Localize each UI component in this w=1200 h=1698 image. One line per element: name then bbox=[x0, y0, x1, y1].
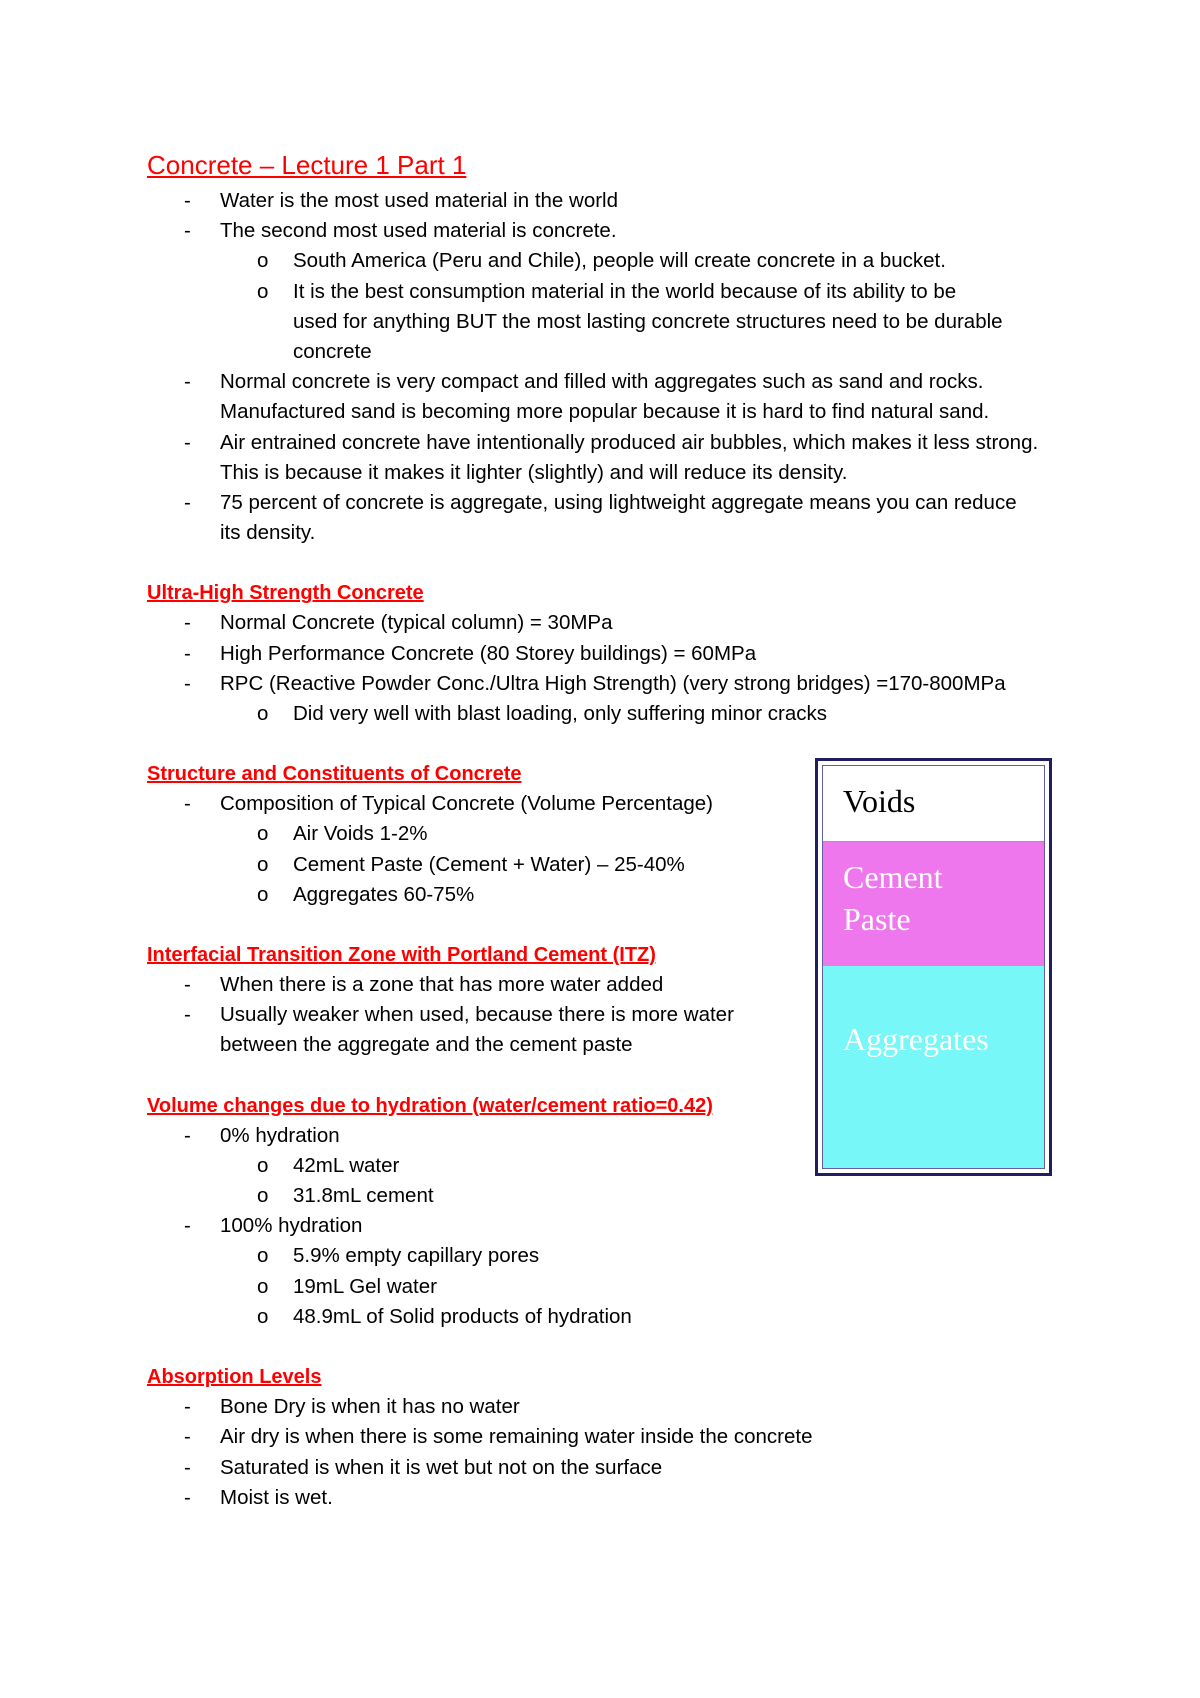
sub-list-item: o Aggregates 60-75% bbox=[220, 880, 1087, 910]
section-heading-volume: Volume changes due to hydration (water/cement ratio=0.42) bbox=[147, 1094, 713, 1117]
document-title: Concrete – Lecture 1 Part 1 bbox=[147, 150, 467, 180]
sub-list-item: o Cement Paste (Cement + Water) – 25-40% bbox=[220, 850, 1087, 880]
list-item-text: Composition of Typical Concrete (Volume Percentage) bbox=[220, 792, 714, 816]
list-item bbox=[147, 1211, 1087, 1332]
list-item: - Water is the most used material in the world bbox=[147, 186, 1087, 216]
aggregates-segment bbox=[823, 966, 1044, 1168]
list-item: - Usually weaker when used, because there is more water between the aggregate and the cement paste bbox=[147, 1000, 790, 1060]
list-item-text: 0% hydration bbox=[220, 1123, 340, 1147]
list-item bbox=[147, 216, 1087, 367]
list-item-text: The second most used material is concrete. bbox=[220, 219, 617, 243]
intro-list bbox=[147, 186, 1087, 548]
list-item-text: 100% hydration bbox=[220, 1214, 363, 1238]
sub-list bbox=[220, 1241, 1087, 1332]
sub-list-item: o 31.8mL cement bbox=[220, 1181, 1087, 1211]
absorption-list bbox=[147, 1392, 1087, 1513]
sub-list-item: o 48.9mL of Solid products of hydration bbox=[220, 1302, 1087, 1332]
list-item: - Bone Dry is when it has no water bbox=[147, 1392, 1087, 1422]
aggregates-label: Aggregates bbox=[843, 1021, 989, 1057]
sub-list-item: o Air Voids 1-2% bbox=[220, 819, 1087, 849]
section-heading-absorption: Absorption Levels bbox=[147, 1366, 322, 1389]
section-heading-uhsc: Ultra-High Strength Concrete bbox=[147, 582, 424, 605]
list-item: - Moist is wet. bbox=[147, 1483, 1087, 1513]
concrete-composition-diagram bbox=[815, 758, 1052, 1176]
sub-list-item: o Did very well with blast loading, only suffering minor cracks bbox=[220, 699, 1087, 729]
sub-list-item: o 42mL water bbox=[220, 1151, 1087, 1181]
list-item-text: RPC (Reactive Powder Conc./Ultra High Strength) (very strong bridges) =170-800MPa bbox=[220, 671, 1006, 695]
cement-paste-segment bbox=[823, 842, 1044, 966]
sub-list-item: o 5.9% empty capillary pores bbox=[220, 1241, 1087, 1271]
uhsc-list bbox=[147, 608, 1087, 729]
sub-list-item: o It is the best consumption material in the world because of its ability to be used for anything BUT the most lasting concrete structures need to be durable concrete bbox=[220, 277, 1003, 368]
list-item bbox=[147, 669, 1087, 729]
sub-list-item: o South America (Peru and Chile), people will create concrete in a bucket. bbox=[220, 246, 1038, 276]
list-item: - Air entrained concrete have intentionally produced air bubbles, which makes it less strong. This is because it makes it lighter (slightly) and will reduce its density. bbox=[147, 428, 1065, 488]
list-item: - 75 percent of concrete is aggregate, using lightweight aggregate means you can reduce its density. bbox=[147, 488, 1040, 548]
sub-list bbox=[220, 246, 1087, 367]
list-item: - Normal concrete is very compact and filled with aggregates such as sand and rocks. Manufactured sand is becoming more popular because it is hard to find natural sand. bbox=[147, 367, 1065, 427]
list-item: - Normal Concrete (typical column) = 30MPa bbox=[147, 608, 1087, 638]
list-item: - Saturated is when it is wet but not on the surface bbox=[147, 1453, 1087, 1483]
section-heading-itz: Interfacial Transition Zone with Portland Cement (ITZ) bbox=[147, 944, 656, 967]
list-item: - Air dry is when there is some remaining water inside the concrete bbox=[147, 1422, 1087, 1452]
sub-list bbox=[220, 699, 1087, 729]
list-item: - High Performance Concrete (80 Storey buildings) = 60MPa bbox=[147, 639, 1087, 669]
voids-segment bbox=[823, 766, 1044, 842]
list-item: - When there is a zone that has more water added bbox=[147, 970, 790, 1000]
sub-list-item: o 19mL Gel water bbox=[220, 1272, 1087, 1302]
cement-paste-label: Cement Paste bbox=[843, 859, 943, 937]
section-heading-structure: Structure and Constituents of Concrete bbox=[147, 763, 522, 786]
voids-label: Voids bbox=[843, 783, 916, 819]
diagram-inner bbox=[822, 765, 1045, 1169]
